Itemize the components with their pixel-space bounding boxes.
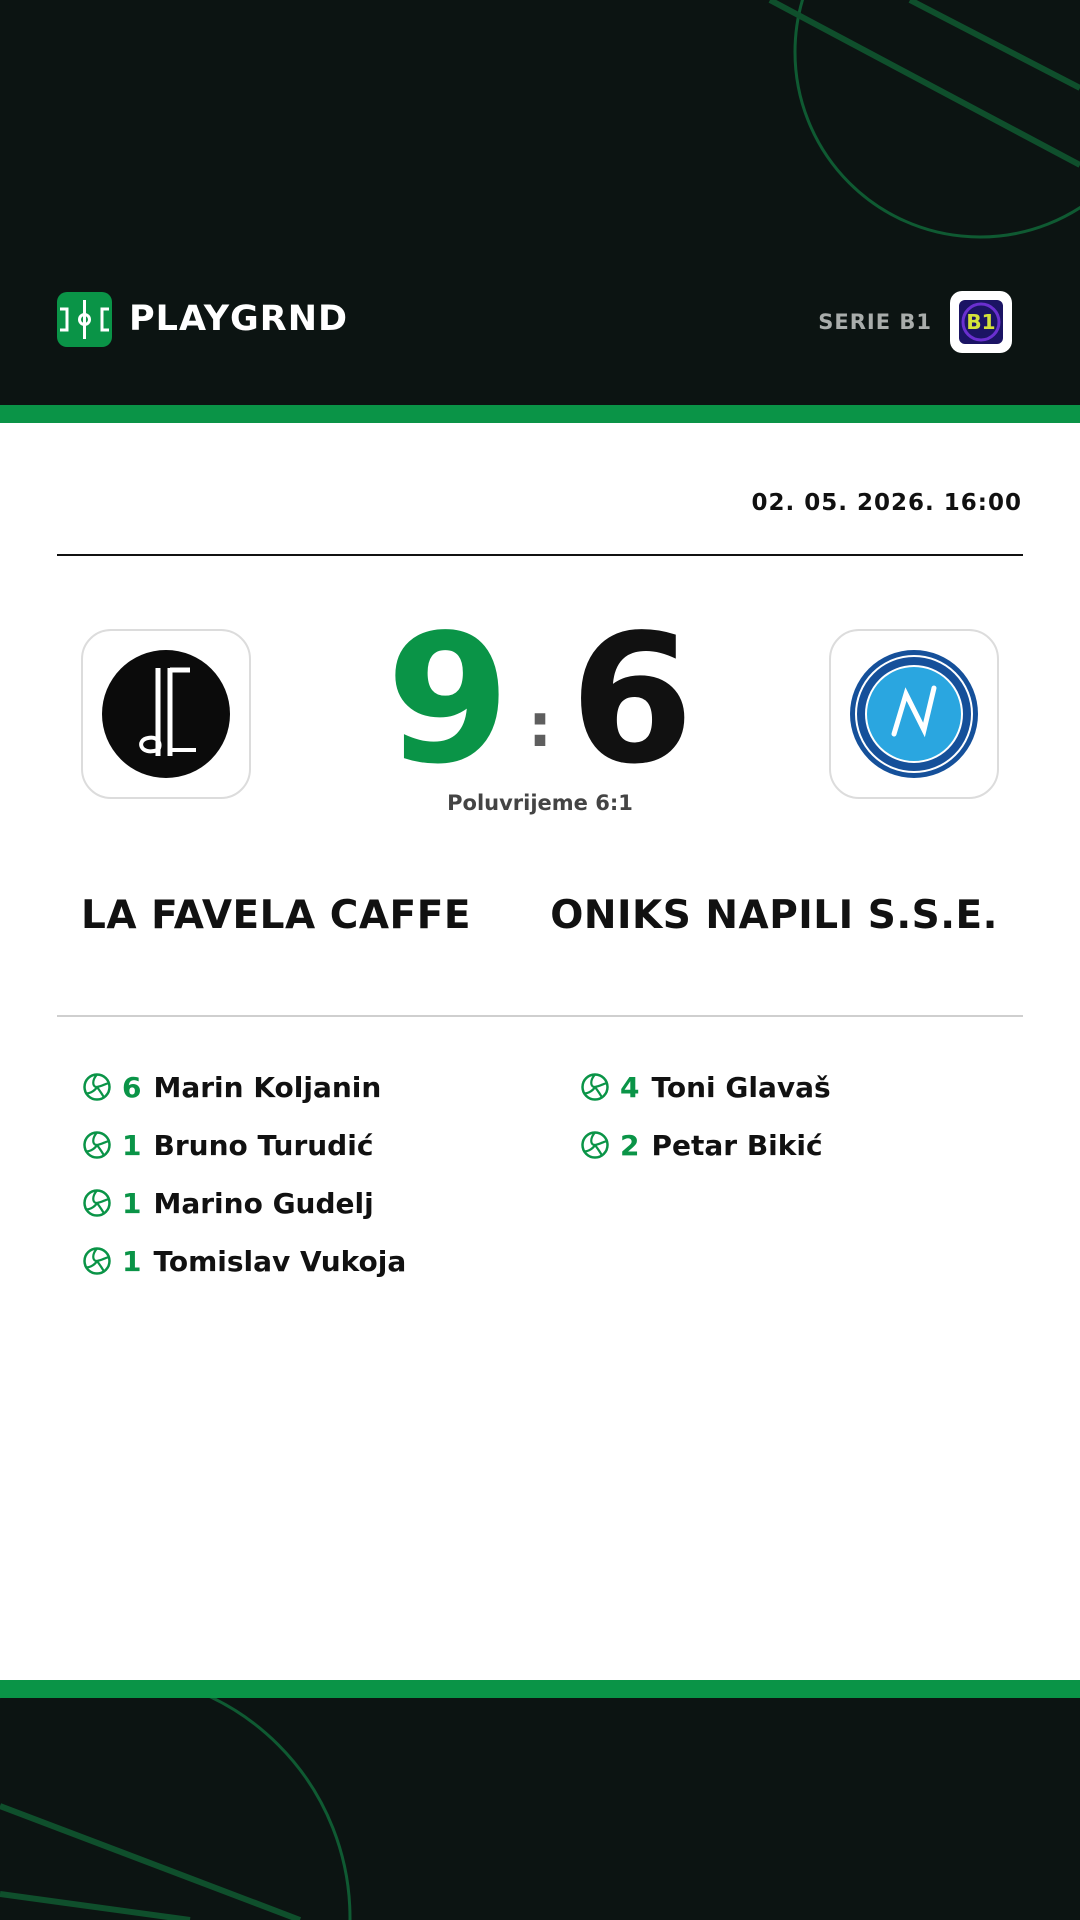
- volleyball-icon: [82, 1246, 112, 1276]
- scorer-row: [82, 1058, 406, 1116]
- player-name: Toni Glavaš: [651, 1070, 831, 1104]
- brand-name: PLAYGRND: [129, 299, 349, 339]
- league-name: SERIE B1: [818, 310, 932, 334]
- halftime-score: Poluvrijeme 6:1: [447, 791, 633, 815]
- goal-count: 4: [620, 1070, 640, 1104]
- score-separator: :: [528, 691, 552, 761]
- scorer-row: [82, 1116, 406, 1174]
- goal-count: 1: [122, 1186, 142, 1220]
- player-name: Marino Gudelj: [153, 1186, 374, 1220]
- away-team-name: ONIKS NAPILI S.S.E.: [550, 893, 998, 938]
- divider: [57, 1015, 1023, 1017]
- home-team-name: LA FAVELA CAFFE: [81, 893, 471, 938]
- scorer-row: [580, 1058, 831, 1116]
- accent-stripe-bottom: [0, 1680, 1080, 1698]
- player-name: Petar Bikić: [651, 1128, 823, 1162]
- away-team-logo: [829, 629, 999, 799]
- scorer-row: [580, 1116, 831, 1174]
- home-team-logo: [81, 629, 251, 799]
- pitch-icon: [57, 292, 112, 347]
- away-score: 6: [570, 596, 694, 803]
- goal-count: 2: [620, 1128, 640, 1162]
- home-score: 9: [386, 596, 510, 803]
- divider: [57, 554, 1023, 556]
- home-scorers-list: [82, 1058, 406, 1290]
- brand: [57, 291, 348, 347]
- goal-count: 1: [122, 1128, 142, 1162]
- league-badge-text: B1: [966, 310, 996, 334]
- match-datetime: 02. 05. 2026. 16:00: [751, 490, 1022, 516]
- pitch-lines-decoration: [0, 1698, 1080, 1920]
- league-badge-logo: [950, 291, 1012, 353]
- scorer-row: [82, 1174, 406, 1232]
- goal-count: 1: [122, 1244, 142, 1278]
- player-name: Tomislav Vukoja: [153, 1244, 407, 1278]
- player-name: Bruno Turudić: [153, 1128, 374, 1162]
- volleyball-icon: [580, 1130, 610, 1160]
- accent-stripe-top: [0, 405, 1080, 423]
- league: [818, 291, 1012, 353]
- volleyball-icon: [580, 1072, 610, 1102]
- goal-count: 6: [122, 1070, 142, 1104]
- away-scorers-list: [580, 1058, 831, 1174]
- volleyball-icon: [82, 1072, 112, 1102]
- header-band: [0, 0, 1080, 405]
- volleyball-icon: [82, 1130, 112, 1160]
- scorer-row: [82, 1232, 406, 1290]
- volleyball-icon: [82, 1188, 112, 1218]
- player-name: Marin Koljanin: [153, 1070, 382, 1104]
- footer-band: [0, 1698, 1080, 1920]
